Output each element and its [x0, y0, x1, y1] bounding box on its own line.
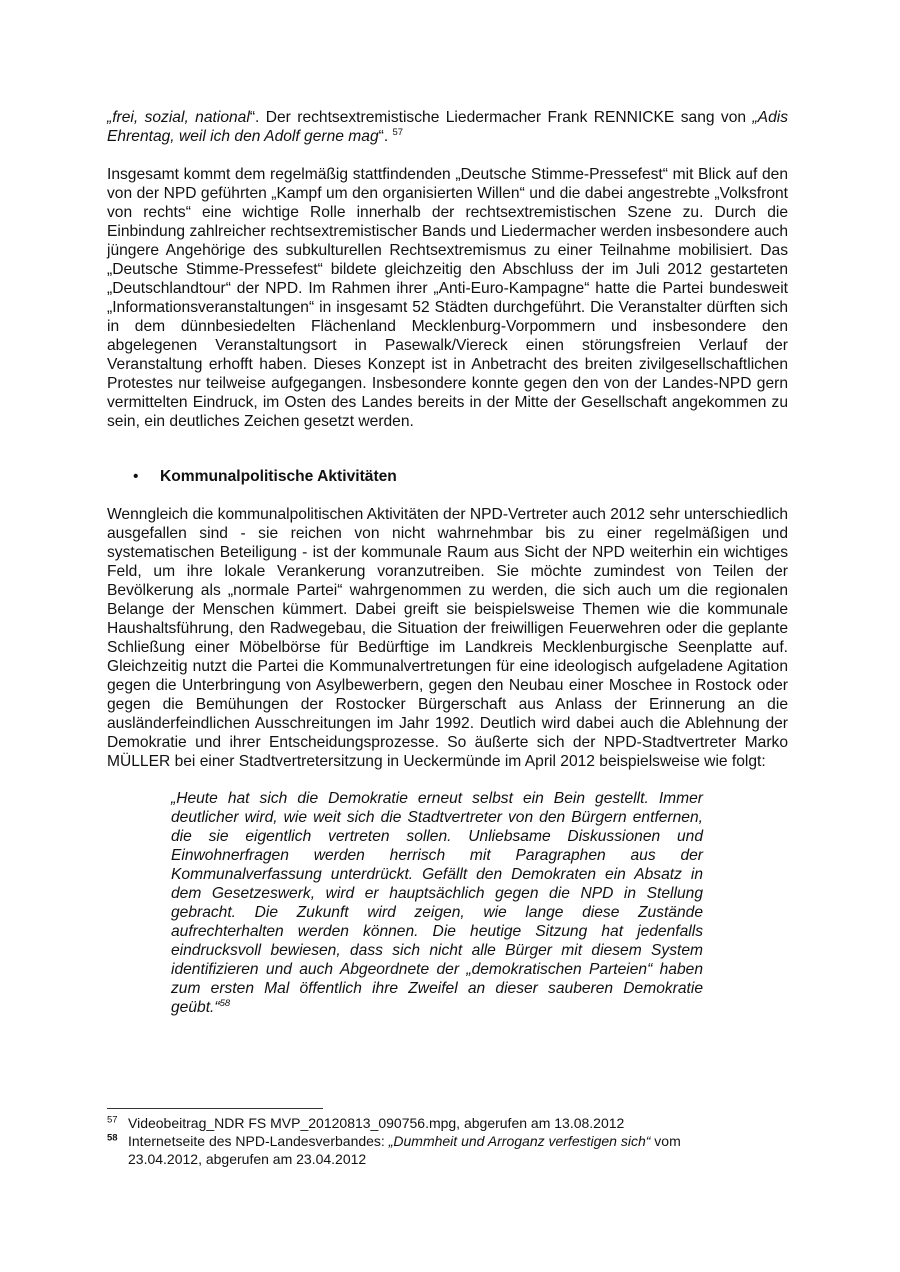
- bullet-icon: •: [133, 468, 139, 485]
- section-heading-text: Kommunalpolitische Aktivitäten: [160, 468, 397, 485]
- footnote-58: [107, 1132, 747, 1168]
- footnote-number: 58: [107, 1132, 118, 1144]
- footnote-article-title: „Dummheit und Arroganz verfestigen sich“: [388, 1133, 651, 1149]
- footnote-divider: [107, 1108, 323, 1109]
- paragraph-pressefest: Insgesamt kommt dem regelmäßig stattfindenden „Deutsche Stimme-Pressefest“ mit Blick auf den von der NPD geführten „Kampf um den organisierten Willen“ und die dabei angestrebte „Volksfront von rechts“ eine wichtige Rolle innerhalb der rechtsextremistischen Szene zu. Durch die Einbindung zahlreicher rechtsextremistischer Bands und Liedermacher werden insbesondere auch jüngere Angehörige des subkulturellen Rechtsextremismus zu einer Teilnahme mobilisiert. Das „Deutsche Stimme-Pressefest“ bildete gleichzeitig den Abschluss der im Juli 2012 gestarteten „Deutschlandtour“ der NPD. Im Rahmen ihrer „Anti-Euro-Kampagne“ hatte die Partei bundesweit „Informationsveranstaltungen“ in insgesamt 52 Städten durchgeführt. Die Veranstalter dürften sich in dem dünnbesiedelten Flächenland Mecklenburg-Vorpommern und insbesondere den abgelegenen Veranstaltungsort in Pasewalk/Viereck einen störungsfreien Verlauf der Veranstaltung erhofft haben. Dieses Konzept ist in Anbetracht des breiten zivilgesellschaftlichen Protestes nur teilweise aufgegangen. Insbesondere konnte gegen den von der Landes-NPD gern vermittelten Eindruck, im Osten des Landes bereits in der Mitte der Gesellschaft angekommen zu sein, ein deutliches Zeichen gesetzt werden.: [107, 166, 788, 430]
- footnote-text: Internetseite des NPD-Landesverbandes: „Dummheit und Arroganz verfestigen sich“ vom 23.04.2012, abgerufen am 23.04.2012: [128, 1133, 681, 1167]
- section-heading: [133, 467, 788, 486]
- footnote-text: Videobeitrag_NDR FS MVP_20120813_090756.mpg, abgerufen am 13.08.2012: [128, 1115, 625, 1131]
- footnote-ref-58[interactable]: 58: [219, 997, 231, 1009]
- song-title: „Adis Ehrentag, weil ich den Adolf gerne mag: [107, 109, 789, 145]
- footnote-57: [107, 1114, 747, 1132]
- block-quote: [171, 789, 703, 1017]
- paragraph-text-end: “.: [378, 128, 393, 145]
- block-quote-text: „Heute hat sich die Demokratie erneut selbst ein Bein gestellt. Immer deutlicher wird, wie weit sich die Stadtvertreter von den Bürgern entfernen, die sie eigentlich vertreten sollen. Unliebsame Diskussionen und Einwohnerfragen werden herrisch mit Paragraphen aus der Kommunalverfassung unterdrückt. Gefällt den Demokraten ein Absatz in dem Gesetzeswerk, wird er hauptsächlich gegen die NPD in Stellung gebracht. Die Zukunft wird zeigen, wie lange diese Zustände aufrechterhalten werden können. Die heutige Sitzung hat jedenfalls eindrucksvoll bewiesen, dass sich nicht alle Bürger mit diesem System identifizieren und auch Abgeordnete der „demokratischen Parteien“ haben zum ersten Mal öffentlich ihre Zweifel an dieser sauberen Demokratie geübt.“: [171, 790, 703, 1016]
- footnote-ref-57[interactable]: 57: [392, 126, 404, 138]
- slogan-quote: „frei, sozial, national: [107, 109, 250, 126]
- footnotes: [107, 1114, 747, 1168]
- paragraph-rennicke: [107, 108, 788, 146]
- paragraph-kommunal: Wenngleich die kommunalpolitischen Aktivitäten der NPD-Vertreter auch 2012 sehr unterschiedlich ausgefallen sind - sie reichen von nicht wahrnehmbar bis zu einer regelmäßigen und systematischen Beteiligung - ist der kommunale Raum aus Sicht der NPD weiterhin ein wichtiges Feld, um ihre lokale Verankerung voranzutreiben. Sie möchte zumindest von Teilen der Bevölkerung als „normale Partei“ wahrgenommen zu werden, die sich auch um die regionalen Belange der Menschen kümmert. Dabei greift sie beispielsweise Themen wie die kommunale Haushaltsführung, den Radwegebau, die Situation der freiwilligen Feuerwehren oder die geplante Schließung einer Möbelbörse für Bedürftige im Landkreis Mecklenburgische Seenplatte auf. Gleichzeitig nutzt die Partei die Kommunalvertretungen für eine ideologisch aufgeladene Agitation gegen die Unterbringung von Asylbewerbern, gegen den Neubau einer Moschee in Rostock oder gegen die Bemühungen der Rostocker Bürgerschaft aus Anlass der Erinnerung an die ausländerfeindlichen Ausschreitungen im Jahr 1992. Deutlich wird dabei auch die Ablehnung der Demokratie und ihrer Entscheidungsprozesse. So äußerte sich der NPD-Stadtvertreter Marko MÜLLER bei einer Stadtvertretersitzung in Ueckermünde im April 2012 beispielsweise wie folgt:: [107, 506, 788, 770]
- document-page: [107, 108, 788, 1017]
- footnote-number: 57: [107, 1114, 118, 1126]
- paragraph-text: “. Der rechtsextremistische Liedermacher Frank RENNICKE sang von: [249, 109, 753, 126]
